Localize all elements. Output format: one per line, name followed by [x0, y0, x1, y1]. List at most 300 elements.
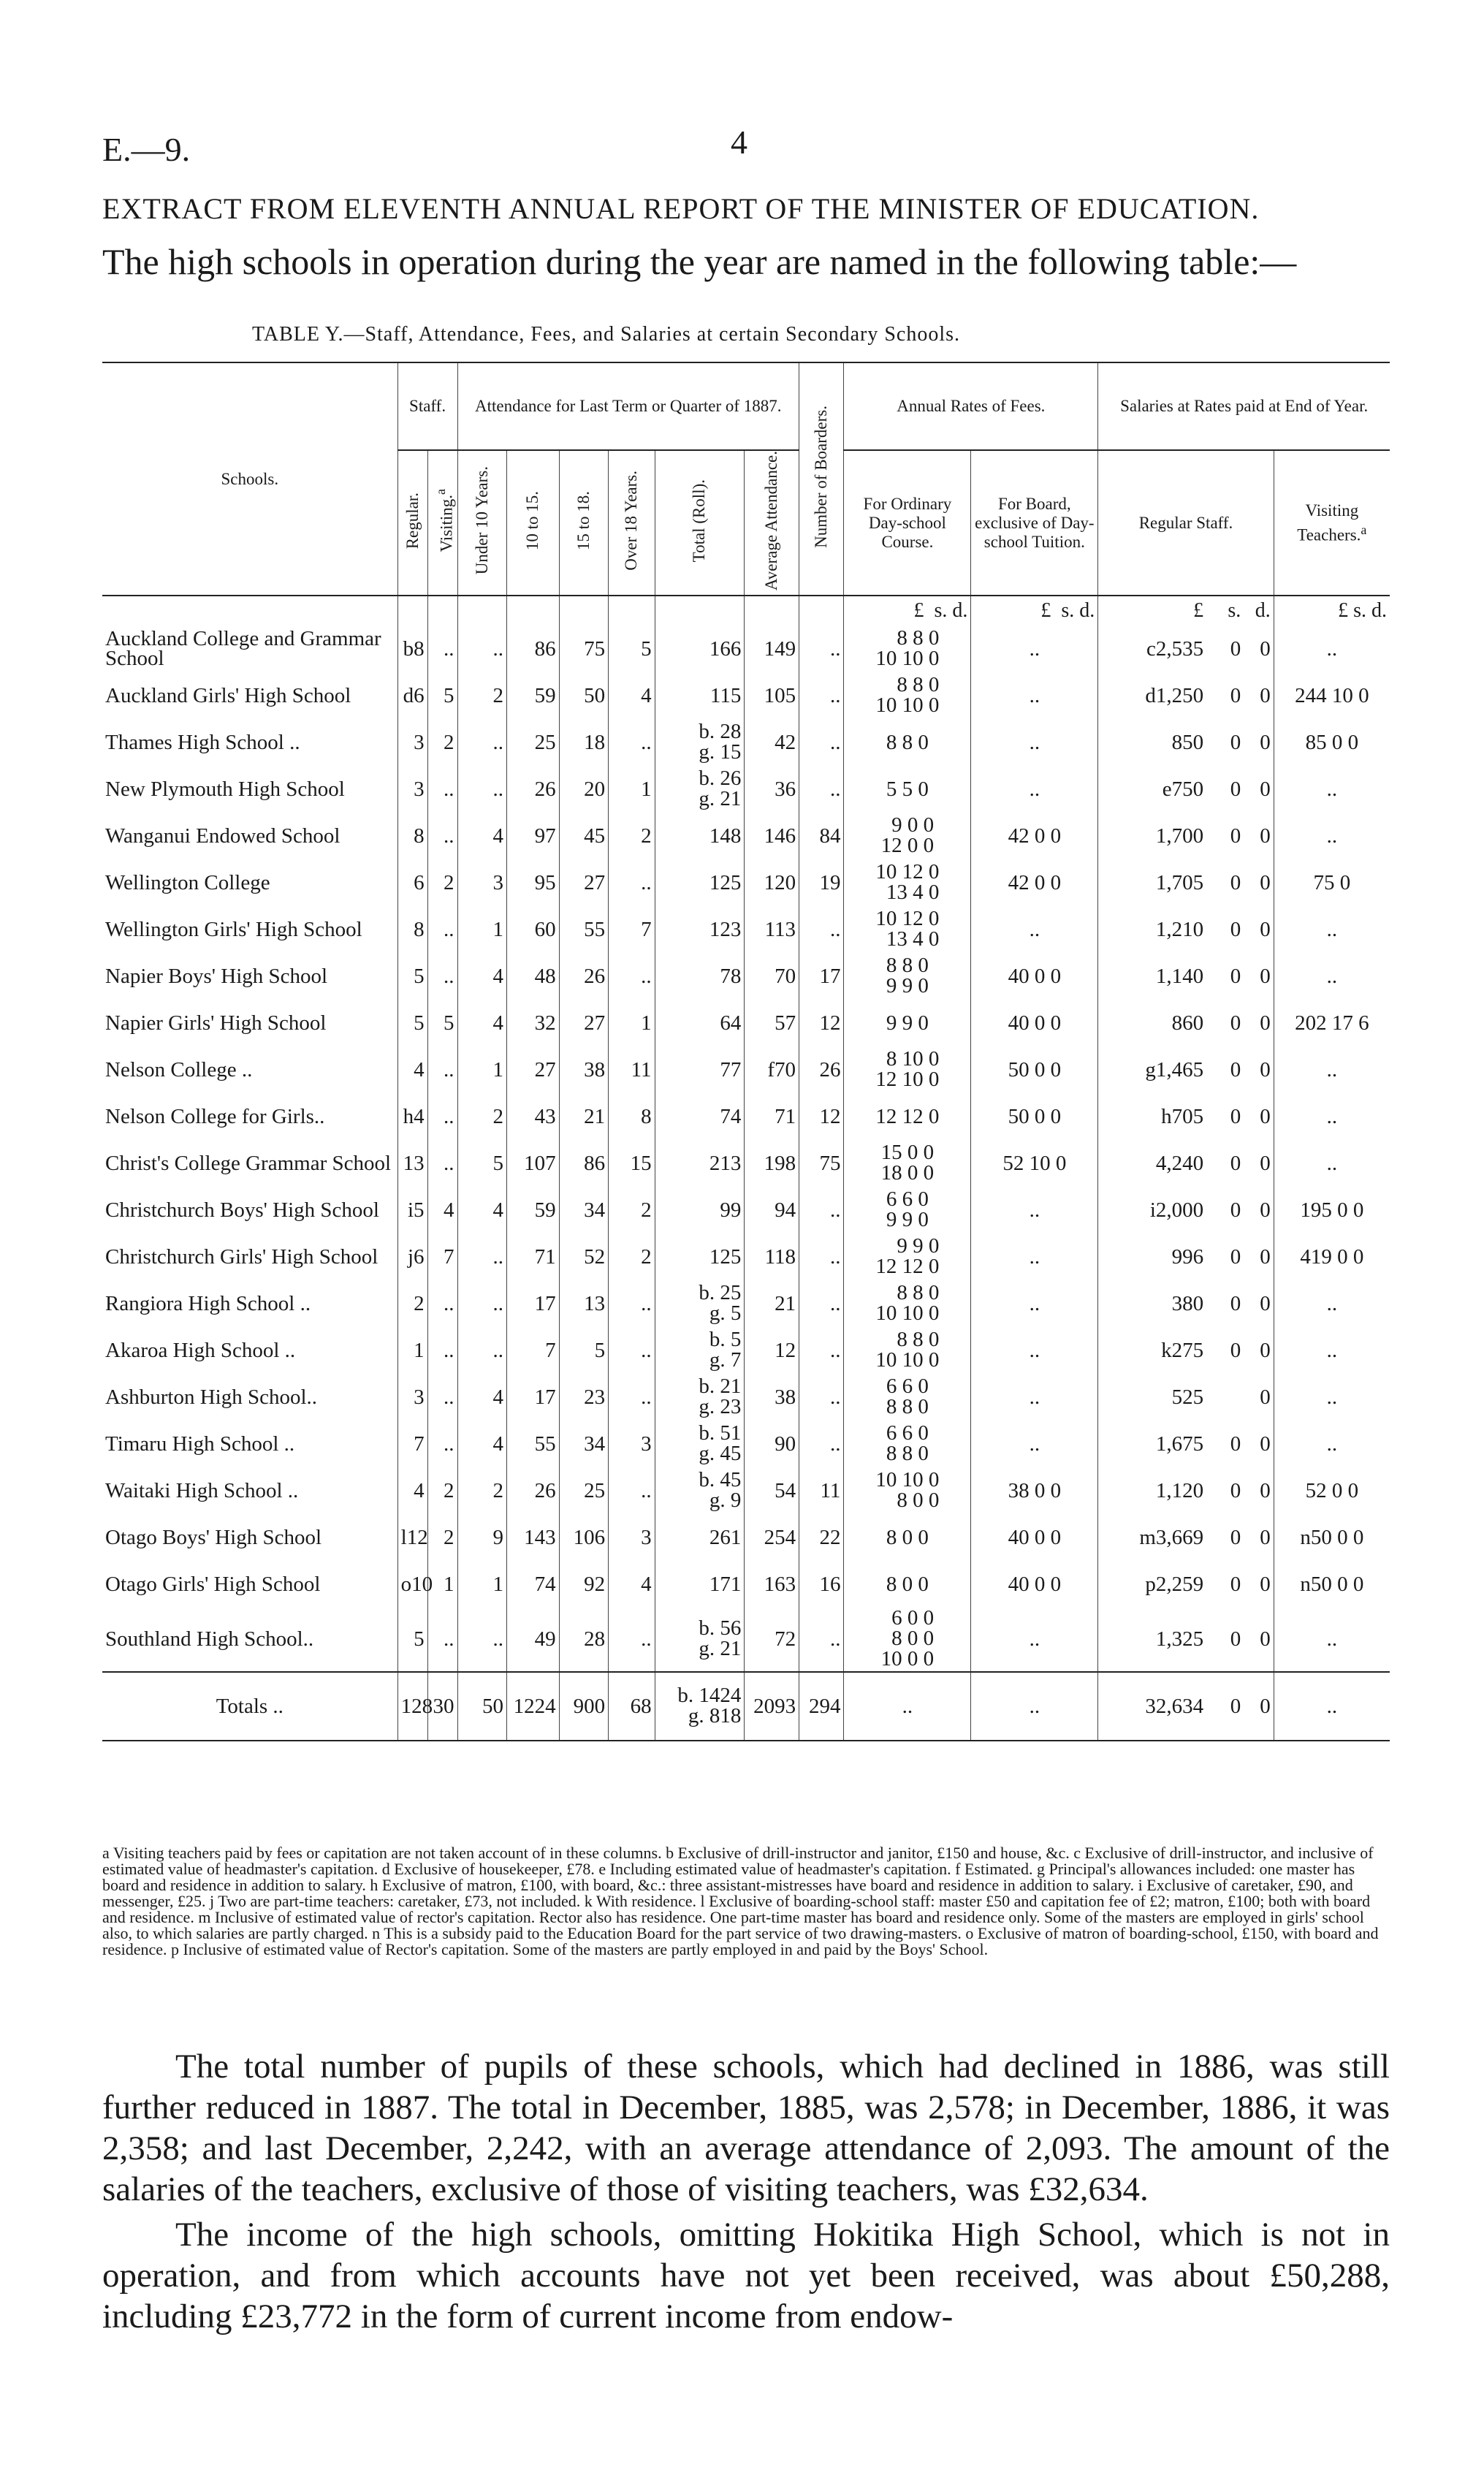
- cell-a10: 59: [507, 672, 560, 719]
- units-row: [102, 596, 1390, 626]
- cell-fee-board: ..: [971, 1421, 1098, 1467]
- cell-sal-d: 0: [1244, 859, 1274, 906]
- cell-avg: 54: [745, 1467, 799, 1514]
- cell-a10: 27: [507, 1046, 560, 1093]
- cell-total: 74: [655, 1093, 745, 1140]
- cell-reg: 5: [397, 1608, 427, 1672]
- cell-a15: 27: [559, 1000, 609, 1046]
- cell-school: Nelson College for Girls..: [102, 1093, 397, 1140]
- cell-o18: 1: [609, 766, 655, 813]
- schools-table: [102, 362, 1390, 1741]
- cell-school: Nelson College ..: [102, 1046, 397, 1093]
- cell-avg: 36: [745, 766, 799, 813]
- cell-vt: ..: [1326, 636, 1338, 661]
- cell-sal-s: 0: [1230, 1151, 1241, 1175]
- cell-fee-day: 8 8 0 10 10 0: [844, 672, 971, 719]
- cell-vis: 2: [427, 1514, 457, 1561]
- cell-sal-l: 1,675: [1155, 1432, 1204, 1456]
- cell-avg: 105: [745, 672, 799, 719]
- cell-vt: ..: [1274, 1672, 1390, 1741]
- cell-reg: l12: [397, 1514, 427, 1561]
- cell-u10: ..: [457, 1608, 507, 1672]
- cell-sal-d: 0: [1244, 1140, 1274, 1187]
- cell-board: ..: [799, 1608, 844, 1672]
- cell-sal-l: 1,705: [1155, 870, 1204, 894]
- cell-avg: 163: [745, 1561, 799, 1608]
- table-row: [102, 1140, 1390, 1187]
- header-regular-staff: Regular Staff.: [1098, 450, 1274, 596]
- cell-sal-l: 380: [1171, 1291, 1204, 1315]
- cell-fee-board: ..: [971, 1327, 1098, 1374]
- cell-reg: 8: [397, 906, 427, 953]
- cell-vt: ..: [1326, 1627, 1338, 1651]
- cell-total: 64: [655, 1000, 745, 1046]
- cell-avg: 2093: [745, 1672, 799, 1741]
- cell-vt: 195 0 0: [1300, 1198, 1364, 1222]
- cell-vt: ..: [1326, 917, 1338, 941]
- cell-vt: 75 0: [1313, 870, 1351, 894]
- cell-reg: o10: [397, 1561, 427, 1608]
- cell-avg: 90: [745, 1421, 799, 1467]
- cell-fee-board: ..: [971, 906, 1098, 953]
- cell-total: 261: [655, 1514, 745, 1561]
- cell-board: 12: [799, 1093, 844, 1140]
- header-fees: Annual Rates of Fees.: [844, 362, 1098, 450]
- cell-fee-day: 12 12 0: [844, 1093, 971, 1140]
- cell-vt: 202 17 6: [1295, 1011, 1369, 1035]
- cell-sal-d: 0: [1244, 1234, 1274, 1280]
- table-row: [102, 1187, 1390, 1234]
- cell-sal-d: 0: [1244, 1561, 1274, 1608]
- cell-o18: 68: [609, 1672, 655, 1741]
- cell-a15: 27: [559, 859, 609, 906]
- header-average-attendance: Average Attendance.: [745, 450, 799, 596]
- cell-a10: 26: [507, 766, 560, 813]
- cell-fee-day: 5 5 0: [844, 766, 971, 813]
- cell-vis: ..: [427, 766, 457, 813]
- cell-o18: 3: [609, 1514, 655, 1561]
- cell-fee-board: 38 0 0: [971, 1467, 1098, 1514]
- cell-vis: 7: [427, 1234, 457, 1280]
- cell-a15: 50: [559, 672, 609, 719]
- cell-school: Christ's College Grammar School: [102, 1140, 397, 1187]
- cell-o18: 1: [609, 1000, 655, 1046]
- cell-o18: ..: [609, 1374, 655, 1421]
- cell-fee-day: 9 9 0 12 12 0: [844, 1234, 971, 1280]
- cell-sal-s: 0: [1230, 1291, 1241, 1315]
- cell-sal-l: g1,465: [1145, 1057, 1204, 1082]
- cell-school: Otago Girls' High School: [102, 1561, 397, 1608]
- cell-a10: 17: [507, 1280, 560, 1327]
- cell-fee-board: 50 0 0: [971, 1046, 1098, 1093]
- cell-reg: 13: [397, 1140, 427, 1187]
- cell-o18: ..: [609, 719, 655, 766]
- cell-a10: 59: [507, 1187, 560, 1234]
- cell-reg: 4: [397, 1046, 427, 1093]
- cell-fee-day: 8 10 0 12 10 0: [844, 1046, 971, 1093]
- cell-sal-l: 1,700: [1155, 824, 1204, 848]
- cell-vt: ..: [1326, 1151, 1338, 1175]
- cell-sal-l: 525: [1171, 1385, 1204, 1409]
- cell-school: Napier Girls' High School: [102, 1000, 397, 1046]
- cell-fee-day: 8 8 0: [844, 719, 971, 766]
- cell-sal-l: 996: [1171, 1244, 1204, 1269]
- table-row: [102, 626, 1390, 672]
- cell-reg: 7: [397, 1421, 427, 1467]
- cell-a15: 21: [559, 1093, 609, 1140]
- cell-a15: 52: [559, 1234, 609, 1280]
- cell-a10: 60: [507, 906, 560, 953]
- cell-a10: 143: [507, 1514, 560, 1561]
- cell-board: ..: [799, 672, 844, 719]
- cell-a10: 17: [507, 1374, 560, 1421]
- header-salaries: Salaries at Rates paid at End of Year.: [1120, 397, 1369, 415]
- cell-a15: 106: [559, 1514, 609, 1561]
- cell-u10: 5: [457, 1140, 507, 1187]
- cell-u10: 4: [457, 1000, 507, 1046]
- cell-sal-d: 0: [1244, 906, 1274, 953]
- cell-u10: 4: [457, 953, 507, 1000]
- extract-title: EXTRACT FROM ELEVENTH ANNUAL REPORT OF THE MINISTER OF EDUCATION.: [102, 192, 1260, 225]
- cell-sal-s: 0: [1230, 1011, 1241, 1035]
- cell-sal-l: 860: [1171, 1011, 1204, 1035]
- cell-board: ..: [799, 766, 844, 813]
- cell-o18: 4: [609, 672, 655, 719]
- cell-a10: 48: [507, 953, 560, 1000]
- cell-u10: 50: [457, 1672, 507, 1741]
- cell-fee-board: ..: [971, 626, 1098, 672]
- cell-a15: 45: [559, 813, 609, 859]
- cell-vt: 52 0 0: [1305, 1478, 1359, 1502]
- cell-a10: 7: [507, 1327, 560, 1374]
- cell-sal-l: k275: [1161, 1338, 1204, 1362]
- cell-a15: 18: [559, 719, 609, 766]
- cell-fee-day: 10 10 0 8 0 0: [844, 1467, 971, 1514]
- cell-a15: 34: [559, 1421, 609, 1467]
- cell-u10: 2: [457, 1093, 507, 1140]
- cell-board: 12: [799, 1000, 844, 1046]
- cell-vis: 30: [427, 1672, 457, 1741]
- cell-board: ..: [799, 1280, 844, 1327]
- cell-sal-l: e750: [1162, 777, 1204, 801]
- cell-reg: 3: [397, 766, 427, 813]
- cell-avg: 12: [745, 1327, 799, 1374]
- cell-fee-board: ..: [971, 1234, 1098, 1280]
- cell-u10: 1: [457, 906, 507, 953]
- cell-sal-d: 0: [1244, 1514, 1274, 1561]
- report-code: E.—9.: [102, 131, 191, 168]
- cell-a10: 86: [507, 626, 560, 672]
- header-staff: Staff.: [397, 362, 457, 450]
- cell-sal-d: 0: [1244, 1093, 1274, 1140]
- cell-total: 99: [655, 1187, 745, 1234]
- cell-avg: 113: [745, 906, 799, 953]
- table-row: [102, 1280, 1390, 1327]
- header-total-roll: Total (Roll).: [655, 450, 745, 596]
- cell-fee-day: 8 8 0 10 10 0: [844, 1280, 971, 1327]
- header-15to18: 15 to 18.: [559, 450, 609, 596]
- cell-vis: ..: [427, 1608, 457, 1672]
- cell-o18: 15: [609, 1140, 655, 1187]
- cell-sal-s: 0: [1230, 730, 1241, 754]
- cell-a15: 13: [559, 1280, 609, 1327]
- cell-sal-s: 0: [1230, 964, 1241, 988]
- cell-vis: ..: [427, 1140, 457, 1187]
- cell-fee-day: 10 12 0 13 4 0: [844, 906, 971, 953]
- cell-reg: j6: [397, 1234, 427, 1280]
- cell-fee-day: 8 0 0: [844, 1514, 971, 1561]
- cell-fee-board: 52 10 0: [971, 1140, 1098, 1187]
- cell-total: 166: [655, 626, 745, 672]
- cell-u10: 2: [457, 672, 507, 719]
- cell-total: 148: [655, 813, 745, 859]
- cell-o18: 4: [609, 1561, 655, 1608]
- cell-vt: 244 10 0: [1295, 683, 1369, 707]
- cell-fee-board: 50 0 0: [971, 1093, 1098, 1140]
- cell-fee-day: 6 0 0 8 0 0 10 0 0: [844, 1608, 971, 1672]
- cell-board: ..: [799, 1374, 844, 1421]
- cell-fee-day: 8 0 0: [844, 1561, 971, 1608]
- cell-board: ..: [799, 1187, 844, 1234]
- cell-o18: 11: [609, 1046, 655, 1093]
- table-row: [102, 1421, 1390, 1467]
- cell-vis: 2: [427, 719, 457, 766]
- header-10to15: 10 to 15.: [507, 450, 560, 596]
- cell-total: b. 26 g. 21: [655, 766, 745, 813]
- cell-board: 16: [799, 1561, 844, 1608]
- table-row: [102, 1234, 1390, 1280]
- cell-fee-board: 40 0 0: [971, 953, 1098, 1000]
- cell-fee-board: ..: [971, 1187, 1098, 1234]
- cell-u10: 4: [457, 1374, 507, 1421]
- cell-vt: ..: [1326, 824, 1338, 848]
- cell-sal-d: 0: [1244, 1327, 1274, 1374]
- units-salary-l: £: [1193, 599, 1204, 623]
- cell-sal-s: [1206, 1374, 1244, 1421]
- cell-reg: 5: [397, 1000, 427, 1046]
- cell-reg: 4: [397, 1467, 427, 1514]
- cell-school: Otago Boys' High School: [102, 1514, 397, 1561]
- cell-o18: 7: [609, 906, 655, 953]
- cell-u10: ..: [457, 1327, 507, 1374]
- cell-sal-s: 0: [1230, 824, 1241, 848]
- units-visiting: £ s. d.: [1338, 599, 1387, 623]
- cell-reg: 128: [397, 1672, 427, 1741]
- cell-u10: 2: [457, 1467, 507, 1514]
- cell-avg: 120: [745, 859, 799, 906]
- cell-total: b. 45 g. 9: [655, 1467, 745, 1514]
- cell-a15: 92: [559, 1561, 609, 1608]
- cell-reg: 6: [397, 859, 427, 906]
- cell-a10: 26: [507, 1467, 560, 1514]
- cell-sal-l: 1,120: [1155, 1478, 1204, 1502]
- header-visiting-teachers: Visiting Teachers.$^a$: [1274, 450, 1390, 596]
- cell-fee-board: ..: [971, 672, 1098, 719]
- footnotes: [102, 1845, 1390, 1958]
- cell-fee-board: 42 0 0: [971, 859, 1098, 906]
- cell-vt: ..: [1326, 1291, 1338, 1315]
- cell-vt: ..: [1326, 1057, 1338, 1082]
- table-row: [102, 1514, 1390, 1561]
- cell-sal-d: 0: [1244, 1608, 1274, 1672]
- cell-sal-s: 0: [1230, 1478, 1241, 1502]
- cell-u10: 4: [457, 1187, 507, 1234]
- cell-sal-d: 0: [1244, 1672, 1274, 1741]
- cell-sal-l: h705: [1161, 1104, 1204, 1128]
- cell-avg: f70: [745, 1046, 799, 1093]
- units-salary-s: s.: [1228, 599, 1241, 623]
- cell-sal-s: 0: [1206, 1672, 1244, 1741]
- header-attendance: Attendance for Last Term or Quarter of 1887.: [457, 362, 799, 450]
- cell-vis: ..: [427, 1093, 457, 1140]
- cell-avg: 70: [745, 953, 799, 1000]
- cell-vt: n50 0 0: [1300, 1525, 1364, 1549]
- cell-avg: 72: [745, 1608, 799, 1672]
- cell-a15: 75: [559, 626, 609, 672]
- header-schools: Schools.: [102, 362, 397, 596]
- cell-total: b. 56 g. 21: [655, 1608, 745, 1672]
- cell-vis: ..: [427, 813, 457, 859]
- header-under10: Under 10 Years.: [457, 450, 507, 596]
- cell-reg: 3: [397, 719, 427, 766]
- cell-total: 125: [655, 859, 745, 906]
- cell-vis: ..: [427, 953, 457, 1000]
- cell-vis: 2: [427, 859, 457, 906]
- cell-reg: i5: [397, 1187, 427, 1234]
- header-regular: Regular.: [397, 450, 427, 596]
- cell-u10: ..: [457, 1234, 507, 1280]
- cell-sal-d: 0: [1244, 1374, 1274, 1421]
- cell-a10: 1224: [507, 1672, 560, 1741]
- cell-a10: 71: [507, 1234, 560, 1280]
- cell-reg: h4: [397, 1093, 427, 1140]
- cell-vis: ..: [427, 906, 457, 953]
- table-row: [102, 719, 1390, 766]
- table-row: [102, 1327, 1390, 1374]
- cell-a15: 5: [559, 1327, 609, 1374]
- cell-avg: 254: [745, 1514, 799, 1561]
- intro-paragraph: The high schools in operation during the year are named in the following table:—: [102, 241, 1297, 282]
- units-salary-d: d.: [1244, 596, 1274, 626]
- cell-total: b. 51 g. 45: [655, 1421, 745, 1467]
- cell-avg: 149: [745, 626, 799, 672]
- cell-sal-d: 0: [1244, 1421, 1274, 1467]
- cell-a15: 25: [559, 1467, 609, 1514]
- cell-sal-s: 0: [1230, 777, 1241, 801]
- cell-vt: ..: [1326, 1385, 1338, 1409]
- cell-fee-day: 10 12 0 13 4 0: [844, 859, 971, 906]
- cell-a10: 95: [507, 859, 560, 906]
- cell-o18: ..: [609, 859, 655, 906]
- cell-sal-l: 32,634: [1098, 1672, 1206, 1741]
- table-row: [102, 906, 1390, 953]
- cell-school: Thames High School ..: [102, 719, 397, 766]
- cell-u10: 3: [457, 859, 507, 906]
- cell-fee-board: 40 0 0: [971, 1000, 1098, 1046]
- cell-a15: 34: [559, 1187, 609, 1234]
- cell-sal-d: 0: [1244, 626, 1274, 672]
- cell-a15: 20: [559, 766, 609, 813]
- cell-fee-board: ..: [971, 1608, 1098, 1672]
- cell-avg: 198: [745, 1140, 799, 1187]
- cell-o18: ..: [609, 1608, 655, 1672]
- units-fee-day: £ s. d.: [844, 596, 971, 626]
- cell-o18: ..: [609, 953, 655, 1000]
- table-row: [102, 1093, 1390, 1140]
- cell-sal-s: 0: [1230, 1057, 1241, 1082]
- cell-o18: 3: [609, 1421, 655, 1467]
- cell-u10: 4: [457, 1421, 507, 1467]
- cell-u10: ..: [457, 626, 507, 672]
- table-row: [102, 859, 1390, 906]
- cell-fee-day: 9 9 0: [844, 1000, 971, 1046]
- cell-a10: 32: [507, 1000, 560, 1046]
- cell-fee-day: 6 6 0 8 8 0: [844, 1421, 971, 1467]
- cell-fee-day: 8 8 0 10 10 0: [844, 626, 971, 672]
- cell-a10: 43: [507, 1093, 560, 1140]
- cell-sal-d: 0: [1244, 719, 1274, 766]
- cell-a10: 49: [507, 1608, 560, 1672]
- cell-sal-s: 0: [1230, 1338, 1241, 1362]
- cell-vt: n50 0 0: [1300, 1572, 1364, 1596]
- cell-school: New Plymouth High School: [102, 766, 397, 813]
- cell-sal-s: 0: [1230, 1627, 1241, 1651]
- cell-vis: ..: [427, 1280, 457, 1327]
- cell-fee-board: 42 0 0: [971, 813, 1098, 859]
- cell-reg: 1: [397, 1327, 427, 1374]
- cell-o18: ..: [609, 1327, 655, 1374]
- cell-total: 77: [655, 1046, 745, 1093]
- cell-vis: ..: [427, 1327, 457, 1374]
- cell-total: 171: [655, 1561, 745, 1608]
- cell-vt: 419 0 0: [1300, 1244, 1364, 1269]
- body-paragraph: The total number of pupils of these schools, which had declined in 1886, was still further reduced in 1887. The total in December, 1885, was 2,578; in December, 1886, it was 2,358; and last December, 2,242, with an average attendance of 2,093. The amount of the salaries of the teachers, exclusive of those of visiting teachers, was £32,634.: [102, 2048, 1390, 2208]
- cell-school: Auckland College and Grammar School: [102, 626, 397, 672]
- cell-a15: 23: [559, 1374, 609, 1421]
- cell-fee-day: 6 6 0 8 8 0: [844, 1374, 971, 1421]
- cell-sal-l: 1,325: [1155, 1627, 1204, 1651]
- cell-fee-board: ..: [971, 1280, 1098, 1327]
- cell-u10: 9: [457, 1514, 507, 1561]
- table-row: [102, 1561, 1390, 1608]
- cell-school: Auckland Girls' High School: [102, 672, 397, 719]
- cell-avg: 57: [745, 1000, 799, 1046]
- cell-total: 78: [655, 953, 745, 1000]
- table-row: [102, 1046, 1390, 1093]
- cell-fee-day: ..: [844, 1672, 971, 1741]
- cell-fee-board: ..: [971, 1672, 1098, 1741]
- cell-board: ..: [799, 719, 844, 766]
- cell-a10: 25: [507, 719, 560, 766]
- cell-sal-d: 0: [1244, 953, 1274, 1000]
- cell-vt: 85 0 0: [1305, 730, 1359, 754]
- cell-sal-d: 0: [1244, 1187, 1274, 1234]
- cell-board: 26: [799, 1046, 844, 1093]
- cell-vis: ..: [427, 1374, 457, 1421]
- cell-fee-board: ..: [971, 719, 1098, 766]
- header-visiting: Visiting.$^a$: [427, 450, 457, 596]
- header-over18: Over 18 Years.: [609, 450, 655, 596]
- cell-a10: 55: [507, 1421, 560, 1467]
- cell-sal-s: 0: [1230, 1432, 1241, 1456]
- cell-vis: 5: [427, 672, 457, 719]
- cell-fee-day: 6 6 0 9 9 0: [844, 1187, 971, 1234]
- cell-school: Southland High School..: [102, 1608, 397, 1672]
- table-row: [102, 766, 1390, 813]
- cell-fee-day: 15 0 0 18 0 0: [844, 1140, 971, 1187]
- cell-fee-day: 9 0 0 12 0 0: [844, 813, 971, 859]
- cell-avg: 42: [745, 719, 799, 766]
